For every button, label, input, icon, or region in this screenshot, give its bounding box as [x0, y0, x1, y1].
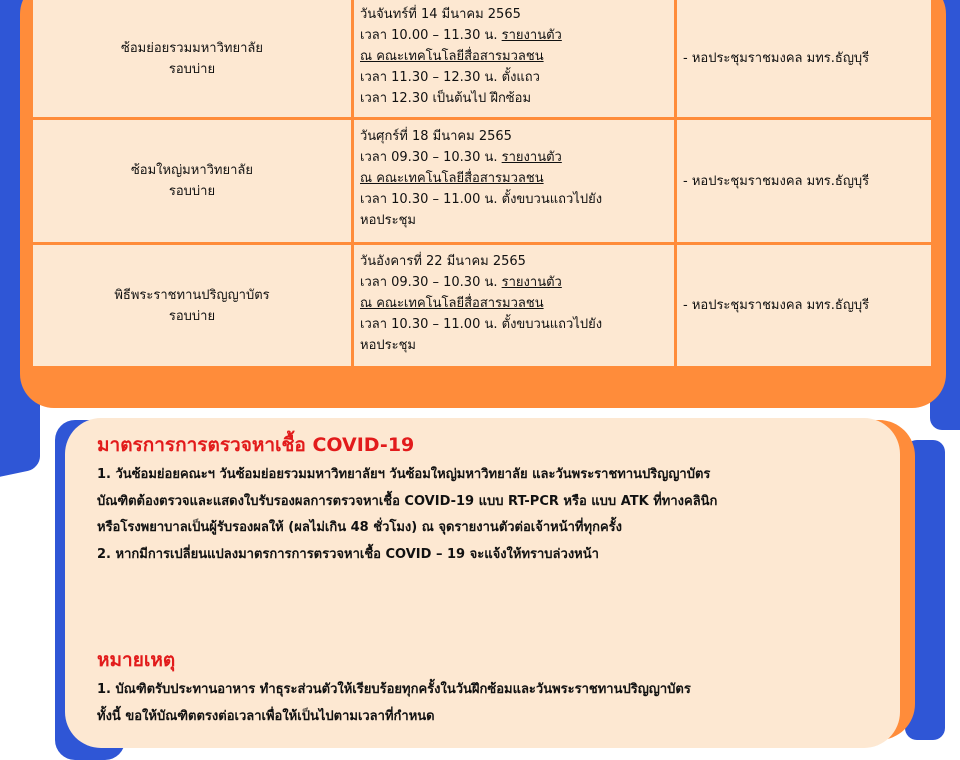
step-line: เวลา 10.30 – 11.00 น. ตั้งขบวนแถวไปยัง — [360, 317, 603, 332]
event-cell — [33, 120, 351, 242]
covid-title: มาตรการการตรวจหาเชื้อ COVID-19 — [97, 434, 415, 456]
report-line: เวลา 09.30 – 10.30 น. รายงานตัว — [360, 275, 562, 290]
covid-line: หรือโรงพยาบาลเป็นผู้รับรองผลให้ (ผลไม่เกิน 48 ชั่วโมง) ณ จุดรายงานตัวต่อเจ้าหน้าที่ทุกครั้ง — [97, 520, 622, 535]
step-line: หอประชุม — [360, 338, 416, 353]
report-label: รายงานตัว — [501, 150, 562, 165]
step-line: หอประชุม — [360, 213, 416, 228]
event-date: วันจันทร์ที่ 14 มีนาคม 2565 — [360, 7, 521, 22]
venue-text: - หอประชุมราชมงคล มทร.ธัญบุรี — [683, 51, 870, 66]
report-place: ณ คณะเทคโนโลยีสื่อสารมวลชน — [360, 171, 544, 186]
schedule-table — [33, 0, 929, 363]
venue-cell — [677, 120, 931, 242]
event-cell — [33, 0, 351, 117]
covid-line: 2. หากมีการเปลี่ยนแปลงมาตรการการตรวจหาเชื้อ COVID – 19 จะแจ้งให้ทราบล่วงหน้า — [97, 546, 599, 562]
covid-line: 1. วันซ้อมย่อยคณะฯ วันซ้อมย่อยรวมมหาวิทยาลัยฯ วันซ้อมใหญ่มหาวิทยาลัย และวันพระราชทานปริญญาบัตร — [97, 467, 711, 482]
covid-line: บัณฑิตต้องตรวจและแสดงใบรับรองผลการตรวจหาเชื้อ COVID-19 แบบ RT-PCR หรือ แบบ ATK ที่ทางคลินิก — [97, 493, 718, 509]
venue-text: - หอประชุมราชมงคล มทร.ธัญบุรี — [683, 298, 870, 313]
event-round: รอบบ่าย — [168, 61, 216, 77]
remark-line: 1. บัณฑิตรับประทานอาหาร ทำธุระส่วนตัวให้เรียบร้อยทุกครั้งในวันฝึกซ้อมและวันพระราชทานปริญญาบัตร — [97, 682, 691, 697]
detail-cell — [354, 245, 674, 366]
remarks-text — [97, 677, 887, 730]
event-round: รอบบ่าย — [168, 308, 216, 324]
event-round: รอบบ่าย — [168, 184, 216, 199]
detail-cell — [354, 120, 674, 242]
venue-cell — [677, 0, 931, 117]
event-date: วันอังคารที่ 22 มีนาคม 2565 — [360, 254, 526, 269]
report-label: รายงานตัว — [501, 275, 562, 290]
step-line: เวลา 10.30 – 11.00 น. ตั้งขบวนแถวไปยัง — [360, 192, 603, 207]
report-place: ณ คณะเทคโนโลยีสื่อสารมวลชน — [360, 296, 544, 311]
event-name: ซ้อมใหญ่มหาวิทยาลัย — [130, 163, 253, 178]
event-date: วันศุกร์ที่ 18 มีนาคม 2565 — [360, 129, 512, 144]
event-cell — [33, 245, 351, 366]
detail-cell — [354, 0, 674, 117]
report-line: เวลา 10.00 – 11.30 น. รายงานตัว — [360, 28, 562, 43]
venue-text: - หอประชุมราชมงคล มทร.ธัญบุรี — [683, 173, 870, 189]
remarks-title: หมายเหตุ — [97, 649, 176, 671]
report-line: เวลา 09.30 – 10.30 น. รายงานตัว — [360, 150, 562, 165]
venue-cell — [677, 245, 931, 366]
step-line: เวลา 12.30 เป็นต้นไป ฝึกซ้อม — [360, 91, 532, 106]
event-name: ซ้อมย่อยรวมมหาวิทยาลัย — [121, 40, 263, 56]
covid-measures — [97, 462, 887, 568]
remark-line: ทั้งนี้ ขอให้บัณฑิตตรงต่อเวลาเพื่อให้เป็นไปตามเวลาที่กำหนด — [97, 708, 435, 724]
report-place: ณ คณะเทคโนโลยีสื่อสารมวลชน — [360, 49, 544, 64]
report-label: รายงานตัว — [501, 28, 562, 43]
event-name: พิธีพระราชทานปริญญาบัตร — [114, 287, 270, 303]
step-line: เวลา 11.30 – 12.30 น. ตั้งแถว — [360, 70, 540, 85]
